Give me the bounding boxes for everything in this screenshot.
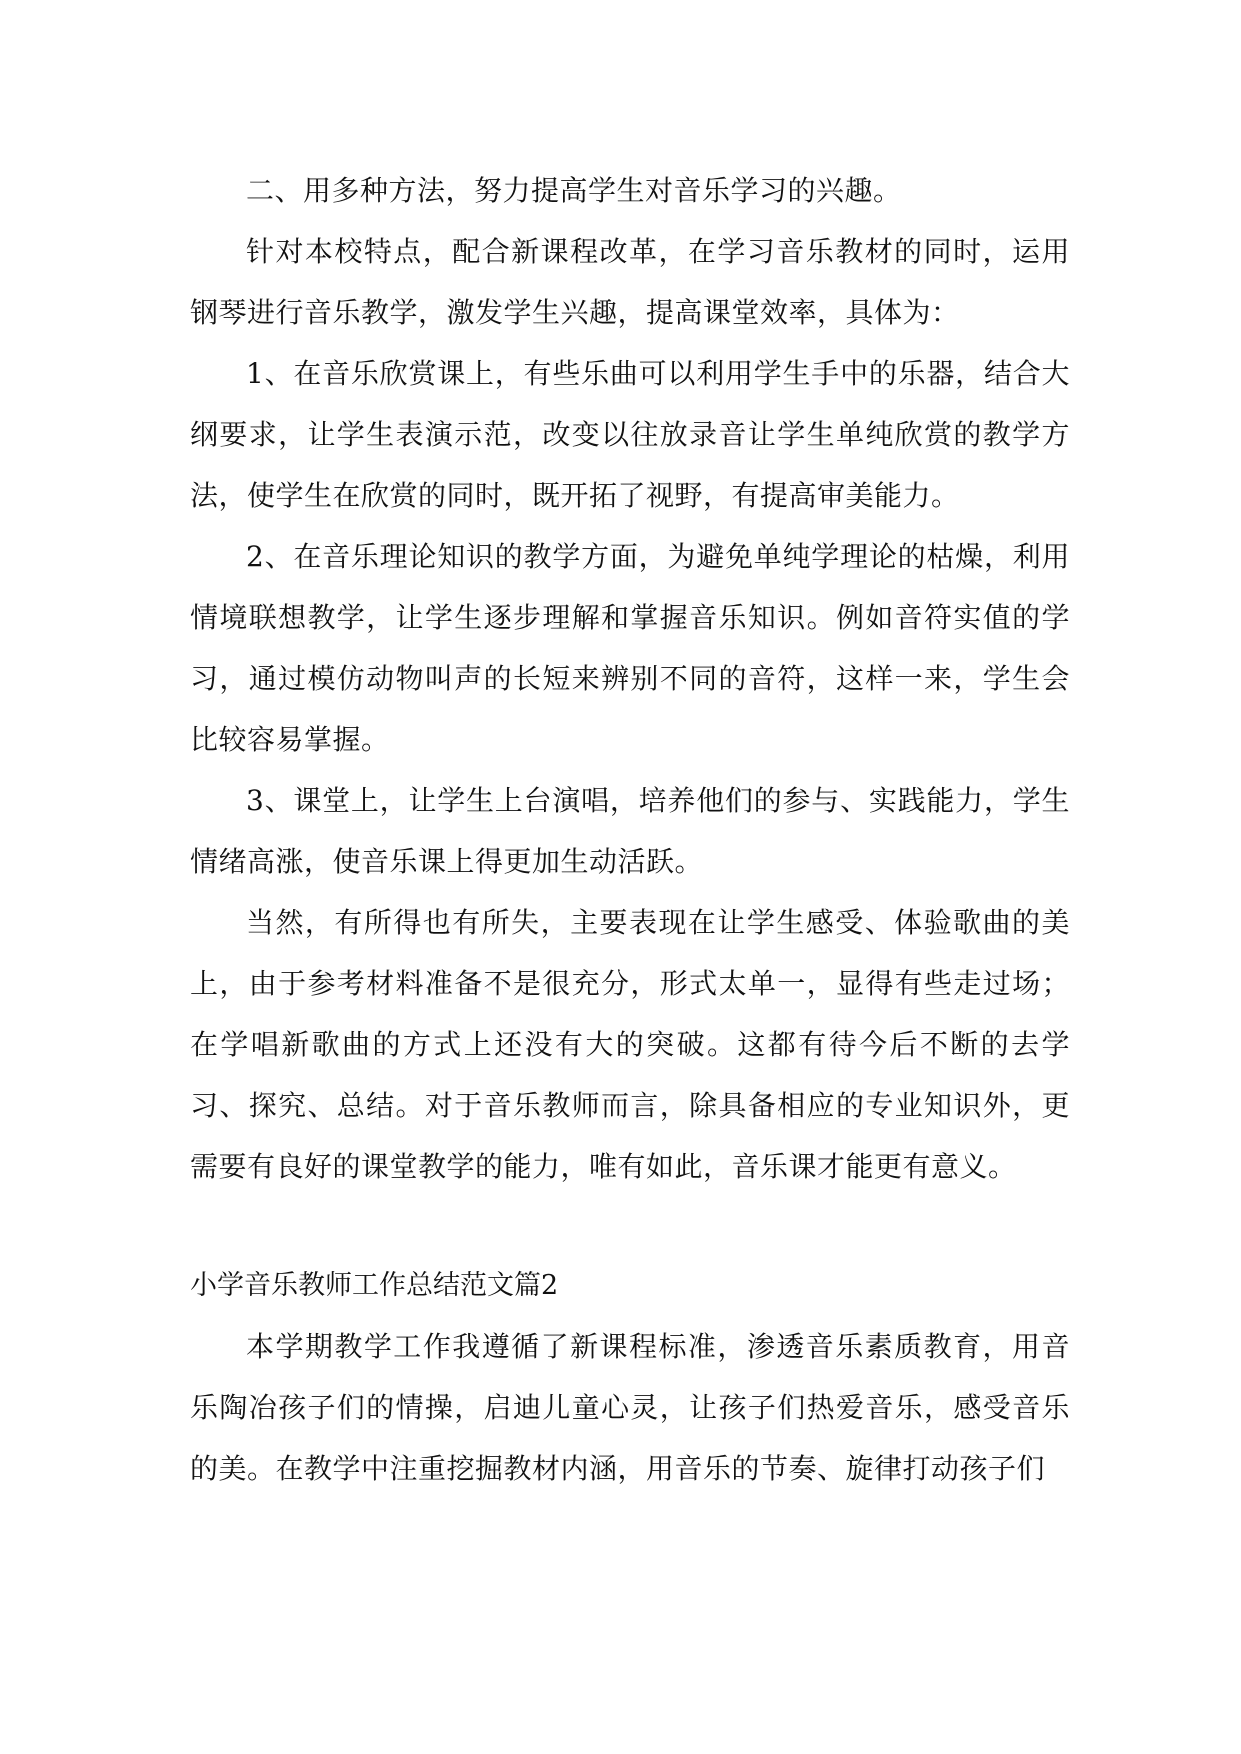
section-heading-methods: 二、用多种方法，努力提高学生对音乐学习的兴趣。 xyxy=(246,174,902,207)
document-body xyxy=(190,160,1070,1499)
article-heading-2: 小学音乐教师工作总结范文篇2 xyxy=(190,1270,559,1301)
paragraph-item-2-theory: 2、在音乐理论知识的教学方面，为避免单纯学理论的枯燥，利用情境联想教学，让学生逐步理解和掌握音乐知识。例如音符实值的学习，通过模仿动物叫声的长短来辨别不同的音符，这样一来，学生会比较容易掌握。 xyxy=(190,540,1070,756)
paragraph-item-3-performance: 3、课堂上，让学生上台演唱，培养他们的参与、实践能力，学生情绪高涨，使音乐课上得更加生动活跃。 xyxy=(190,784,1070,878)
paragraph-semester-teaching: 本学期教学工作我遵循了新课程标准，渗透音乐素质教育，用音乐陶冶孩子们的情操，启迪儿童心灵，让孩子们热爱音乐，感受音乐的美。在教学中注重挖掘教材内涵，用音乐的节奏、旋律打动孩子们 xyxy=(190,1330,1070,1485)
paragraph-school-features: 针对本校特点，配合新课程改革，在学习音乐教材的同时，运用钢琴进行音乐教学，激发学生兴趣，提高课堂效率，具体为： xyxy=(190,235,1070,329)
paragraph-item-1-appreciation: 1、在音乐欣赏课上，有些乐曲可以利用学生手中的乐器，结合大纲要求，让学生表演示范，改变以往放录音让学生单纯欣赏的教学方法，使学生在欣赏的同时，既开拓了视野，有提高审美能力。 xyxy=(190,357,1070,512)
paragraph-reflection: 当然，有所得也有所失，主要表现在让学生感受、体验歌曲的美上，由于参考材料准备不是很充分，形式太单一，显得有些走过场；在学唱新歌曲的方式上还没有大的突破。这都有待今后不断的去学习、探究、总结。对于音乐教师而言，除具备相应的专业知识外，更需要有良好的课堂教学的能力，唯有如此，音乐课才能更有意义。 xyxy=(190,906,1070,1183)
